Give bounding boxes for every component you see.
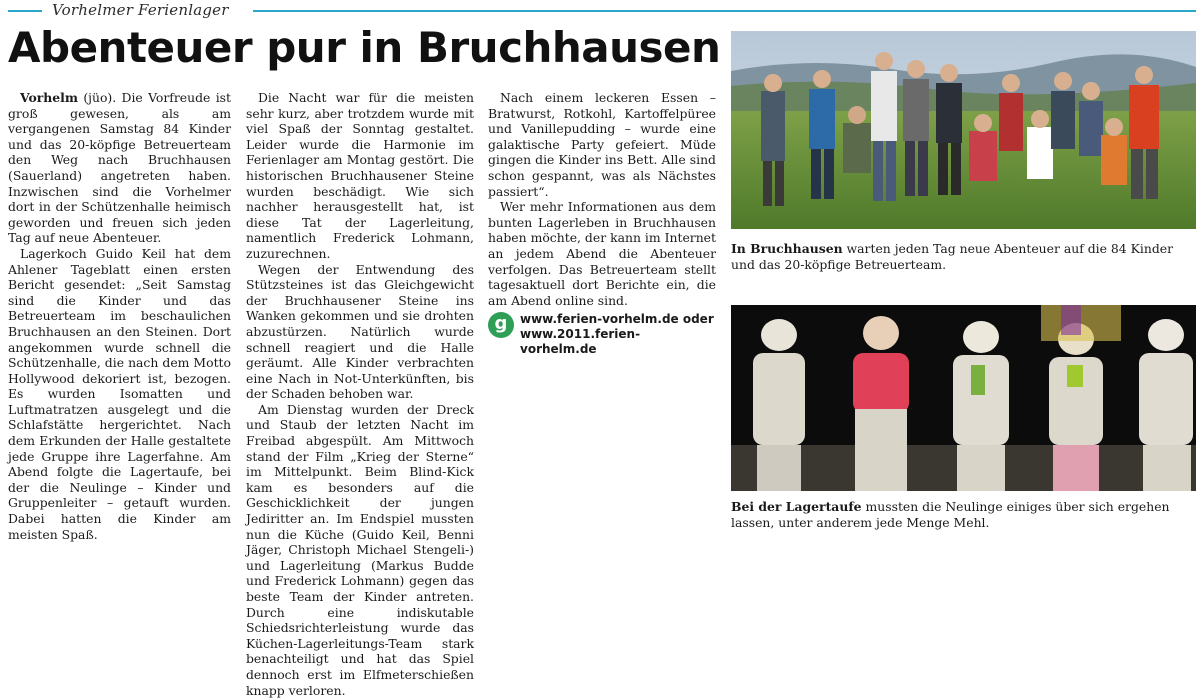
group-photo — [731, 31, 1196, 229]
article-column-3 — [488, 90, 716, 357]
paragraph-4: Wegen der Entwendung des Stützsteines ist das Gleichgewicht der Bruchhausener Steine ins Wanken gekommen und sie drohten abzustürzen. Natürlich wurde schnell reagiert und die Halle geräumt. Alle Kinder verbrachten eine Nach in Not-Unterkünften, bis der Schaden behoben war. — [246, 261, 474, 402]
lead-paragraph: (jüo). Die Vorfreude ist groß gewesen, als am vergangenen Samstag 84 Kinder und das 20-köpfige Betreuerteam den Weg nach Bruchhausen (Sauerland) angetreten haben. Inzwischen sind die Vorhelmer dort in der Schützenhalle heimisch geworden und freuen sich jeden Tag auf neue Abenteuer. — [8, 90, 231, 246]
caption-1-bold: In Bruchhausen — [731, 241, 843, 256]
article-column-1 — [8, 90, 231, 542]
paragraph-2: Lagerkoch Guido Keil hat dem Ahlener Tageblatt einen ersten Bericht gesendet: „Seit Samstag sind die Kinder und das Betreuerteam im beschaulichen Bruchhausen an den Steinen. Dort angekommen wurde schnell die Schützenhalle, die nach dem Motto Hollywood dekoriert ist, bezogen. Es wurden Isomatten und Luftmatratzen ausgelegt und die Schlafstätte hergerichtet. Nach dem Erkunden der Halle gestaltete jede Gruppe ihre Lagerfahne. Am Abend folgte die Lagertaufe, bei der die Neulinge – Kinder und Gruppenleiter – getauft wurden. Dabei hatten die Kinder am meisten Spaß. — [8, 245, 231, 542]
paragraph-3: Die Nacht war für die meisten sehr kurz, aber trotzdem wurde mit viel Spaß der Sonntag gestaltet. Leider wurde die Harmonie im Ferienlager am Montag gestört. Die historischen Bruchhausener Steine wurden beschädigt. Wie sich nachher herausgestellt hat, ist diese Tat der Lagerleitung, namentlich Frederick Lohmann, zuzurechnen. — [246, 90, 474, 261]
kicker-rule-left — [8, 10, 42, 12]
caption-baptism-photo — [731, 499, 1196, 530]
paragraph-5: Am Dienstag wurden der Dreck und Staub der letzten Nacht im Freibad abgespült. Am Mittwoch stand der Film „Krieg der Sterne“ im Mittelpunkt. Beim Blind-Kick kam es besonders auf die Geschicklichkeit der jungen Jediritter an. Im Endspiel mussten nun die Küche (Guido Keil, Benni Jäger, Christoph Michael Stengeli-) und Lagerleitung (Markus Budde und Frederick Lohmann) gegen das beste Team der Kinder antreten. Durch eine indiskutable Schiedsrichterleistung wurde das Küchen-Lagerleitungs-Team stark benachteiligt und hat das Spiel dennoch erst im Elfmeterschießen knapp verloren. — [246, 401, 474, 698]
web-g-icon: g — [488, 312, 514, 338]
baptism-photo-icon — [731, 305, 1196, 491]
article-column-2 — [246, 90, 474, 698]
caption-group-photo — [731, 241, 1196, 272]
caption-1-text: warten jeden Tag neue Abenteuer auf die 84 Kinder und das 20-köpfige Betreuerteam. — [731, 241, 1174, 272]
kicker-rule-right — [253, 10, 1196, 12]
dateline: Vorhelm — [20, 90, 78, 105]
paragraph-6: Nach einem leckeren Essen – Bratwurst, Rotkohl, Kartoffelpüree und Vanillepudding – wurde eine galaktische Party gefeiert. Müde gingen die Kinder ins Bett. Alle sind schon gespannt, was als Nächstes passiert“. — [488, 90, 716, 199]
web-links[interactable]: www.ferien-vorhelm.de oder www.2011.ferien-vorhelm.de — [520, 312, 714, 357]
headline: Abenteuer pur in Bruchhausen — [8, 23, 721, 72]
kicker: Vorhelmer Ferienlager — [52, 1, 229, 19]
caption-2-text: mussten die Neulinge einiges über sich ergehen lassen, unter anderem jede Menge Mehl. — [731, 499, 1170, 530]
paragraph-7: Wer mehr Informationen aus dem bunten Lagerleben in Bruchhausen haben möchte, der kann im Internet an jedem Abend die Abenteuer verfolgen. Das Betreuerteam stellt tagesaktuell dort Berichte ein, die am Abend online sind. — [488, 199, 716, 308]
group-photo-icon — [731, 31, 1196, 229]
web-links-box — [488, 312, 716, 357]
caption-2-bold: Bei der Lagertaufe — [731, 499, 862, 514]
baptism-photo — [731, 305, 1196, 491]
